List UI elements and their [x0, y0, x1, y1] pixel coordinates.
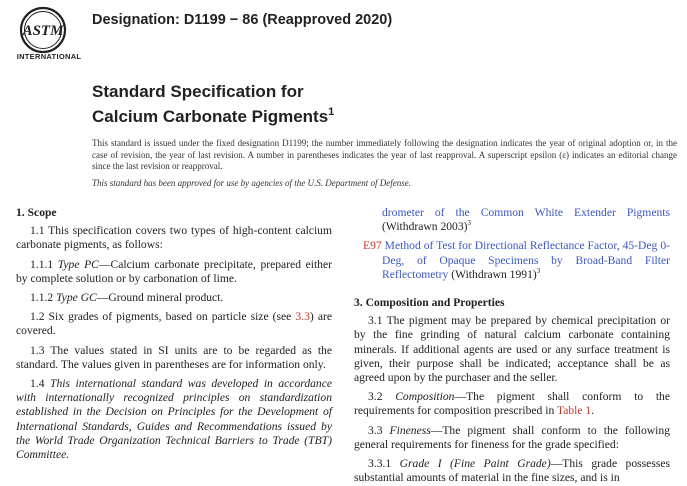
para-1-2-pre: 1.2 Six grades of pigments, based on particle size (see [30, 310, 296, 324]
e97-withdrawn: (Withdrawn 1991) [451, 267, 537, 281]
para-1-1: 1.1 This specification covers two types of high-content calcium carbonate pigments, as follows: [16, 224, 332, 252]
para-1-4-num: 1.4 [30, 377, 50, 391]
logo-text: ASTM [22, 23, 64, 39]
para-3-2-end: . [591, 404, 595, 418]
title-line-2 [92, 102, 334, 127]
type-gc: Type GC [56, 291, 97, 305]
reference-continuation-withdrawn: (Withdrawn 2003) [382, 220, 468, 234]
link-3-3[interactable]: 3.3 [295, 310, 310, 324]
reference-continuation [354, 206, 670, 234]
e97-code[interactable]: E97 [363, 239, 382, 253]
fineness-label: Fineness [389, 423, 431, 437]
para-1-4-text: This international standard was developed in accordance with internationally recognized principles on standardization established in the Decision on Principles for the Development of International Standards, Guides and Recommendations issued by the World Trade Organization Technical Barriers to Trade (TBT) Committee. [16, 377, 333, 462]
para-1-2 [16, 310, 332, 338]
para-1-3: 1.3 The values stated in SI units are to be regarded as the standard. The values given in parentheses are for information only. [16, 343, 332, 371]
para-1-2-post: ) are covered. [16, 310, 332, 338]
reference-continuation-title[interactable]: drometer of the Common White Extender Pigments [382, 206, 670, 219]
para-1-1-2-num: 1.1.2 [30, 291, 57, 305]
reference-e97 [354, 239, 670, 282]
composition-label: Composition [395, 390, 455, 404]
grade-i-label: Grade I (Fine Paint Grade) [399, 457, 551, 471]
para-3-1: 3.1 The pigment may be prepared by chemical precipitation or by the fine grinding of natural calcium carbonate containing minerals. If additional agents are used or any surface treatment is given, their purpose shall be indicated; acceptance shall be as agreed upon by the purchaser and the seller. [354, 314, 670, 385]
scope-heading: 1. Scope [16, 206, 57, 219]
composition-heading: 3. Composition and Properties [354, 296, 505, 310]
para-3-2 [354, 390, 670, 418]
para-3-3-1-text: —This grade possesses substantial amounts of material in the fine sizes, and is in [354, 457, 670, 485]
e97-footnote: 3 [536, 266, 541, 275]
left-column [16, 206, 332, 467]
dod-approval-note: This standard has been approved for use by agencies of the U.S. Department of Defense. [92, 178, 412, 188]
document-title [92, 82, 334, 127]
para-1-4 [16, 377, 332, 462]
para-3-3-1-num: 3.3.1 [368, 457, 400, 471]
type-pc: Type PC [57, 257, 99, 271]
link-table-1[interactable]: Table 1 [556, 404, 592, 418]
e97-title[interactable]: Method of Test for Directional Reflectance Factor, 45-Deg 0-Deg, of Opaque Specimens by Broad-Band Filter Reflectometry [382, 239, 670, 281]
para-1-1-1-text: —Calcium carbonate precipitate, prepared either by complete solution or by carbonation of lime. [16, 257, 332, 285]
para-1-1-1-num: 1.1.1 [30, 257, 58, 271]
para-3-3-num: 3.3 [368, 423, 390, 437]
title-line-1: Standard Specification for [92, 82, 304, 101]
logo-subtitle: INTERNATIONAL [16, 52, 82, 61]
para-3-2-num: 3.2 [368, 390, 396, 404]
reference-continuation-footnote: 3 [467, 219, 471, 228]
designation: Designation: D1199 − 86 (Reapproved 2020) [92, 12, 393, 28]
para-3-3-text: —The pigment shall conform to the following general requirements for fineness for the grade specified: [354, 423, 670, 451]
title-footnote: 1 [328, 106, 335, 118]
para-3-2-text: —The pigment shall conform to the requirements for composition prescribed in [354, 390, 670, 418]
para-1-1-1 [16, 258, 332, 286]
right-column [354, 206, 670, 486]
para-1-1-2 [16, 291, 332, 305]
designation-notice: This standard is issued under the fixed designation D1199; the number immediately following the designation indicates the year of original adoption or, in the case of revision, the year of last revision. A number in parentheses indicates the year of last reapproval. A superscript epsilon (ε) indicates an editorial change since the last revision or reapproval. [92, 138, 677, 171]
para-3-3-1 [354, 457, 670, 485]
para-3-3 [354, 424, 670, 452]
title-line-2-text: Calcium Carbonate Pigments [92, 107, 329, 126]
para-1-1-2-text: —Ground mineral product. [96, 291, 224, 305]
